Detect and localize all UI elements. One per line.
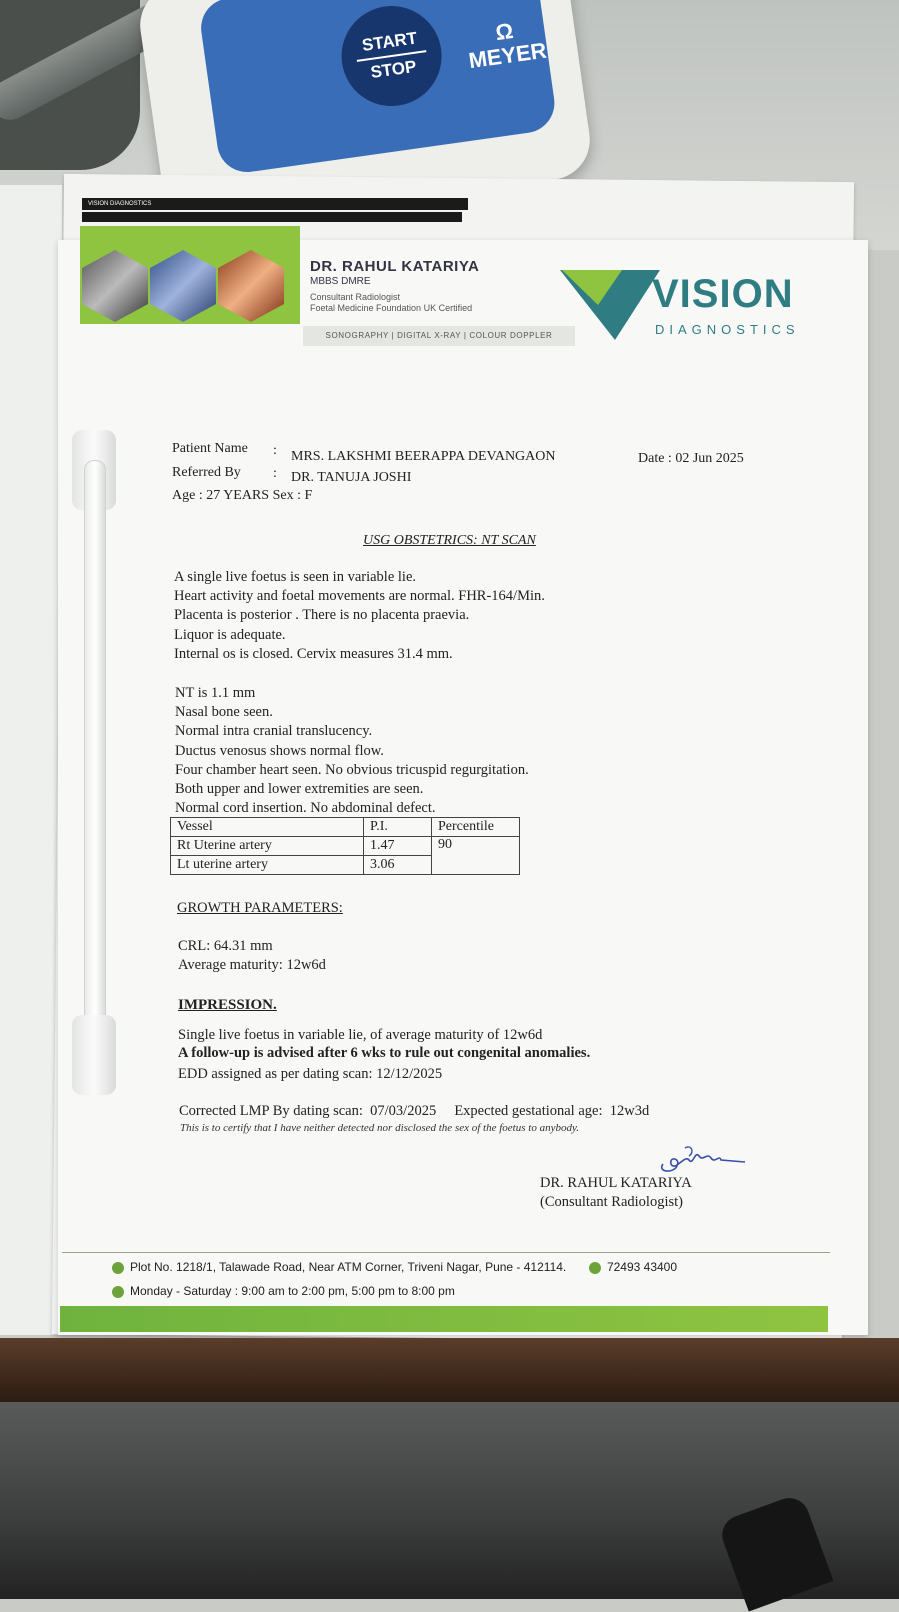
referred-by-value: DR. TANUJA JOSHI bbox=[291, 470, 412, 485]
device-brand: Ω MEYER bbox=[467, 18, 549, 74]
signatory bbox=[540, 1174, 692, 1212]
age-sex: Age : 27 YEARS Sex : F bbox=[172, 488, 313, 503]
table-cell: Rt Uterine artery bbox=[171, 837, 364, 856]
doctor-name: DR. RAHUL KATARIYA bbox=[310, 258, 480, 275]
table-row bbox=[171, 837, 520, 856]
table-header: Percentile bbox=[432, 818, 520, 837]
report-title: USG OBSTETRICS: NT SCAN bbox=[363, 533, 536, 548]
device-panel bbox=[197, 0, 558, 176]
crl-value: CRL: 64.31 mm bbox=[178, 938, 273, 954]
impression-line-1: Single live foetus in variable lie, of average maturity of 12w6d bbox=[178, 1027, 543, 1043]
impression-line-2: A follow-up is advised after 6 wks to rule out congenital anomalies. bbox=[178, 1045, 591, 1061]
signatory-name: DR. RAHUL KATARIYA bbox=[540, 1175, 692, 1191]
print-strip: VISION DIAGNOSTICS bbox=[82, 198, 468, 210]
table-header: Vessel bbox=[171, 818, 364, 837]
finding-line: Internal os is closed. Cervix measures 31.4 mm. bbox=[174, 645, 453, 662]
nt-line: Normal intra cranial translucency. bbox=[175, 723, 373, 740]
growth-title: GROWTH PARAMETERS: bbox=[177, 900, 343, 916]
doctor-degree: MBBS DMRE bbox=[310, 276, 371, 287]
doctor-title-line2: Foetal Medicine Foundation UK Certified bbox=[310, 303, 473, 313]
footer-hours: Monday - Saturday : 9:00 am to 2:00 pm, 5:00 pm to 8:00 pm bbox=[130, 1284, 455, 1298]
patient-name-label: Patient Name bbox=[172, 441, 248, 456]
table-cell: 1.47 bbox=[364, 837, 432, 856]
logo-title: VISION bbox=[652, 272, 794, 316]
signatory-title: (Consultant Radiologist) bbox=[540, 1194, 683, 1210]
patient-name-value: MRS. LAKSHMI BEERAPPA DEVANGAON bbox=[291, 449, 556, 464]
signature bbox=[655, 1142, 750, 1176]
footer-address-row bbox=[112, 1260, 677, 1274]
table-header: P.I. bbox=[364, 818, 432, 837]
nt-block bbox=[175, 684, 529, 818]
finding-line: Placenta is posterior . There is no placenta praevia. bbox=[174, 607, 470, 624]
file-rod bbox=[70, 430, 120, 1110]
nt-line: Nasal bone seen. bbox=[175, 704, 273, 721]
table-cell: 90 bbox=[432, 837, 520, 875]
corrected-lmp: Corrected LMP By dating scan: 07/03/2025 Expected gestational age: 12w3d bbox=[179, 1103, 650, 1119]
footer-address: Plot No. 1218/1, Talawade Road, Near ATM Corner, Triveni Nagar, Pune - 412114. bbox=[130, 1260, 567, 1274]
doctor-title-line1: Consultant Radiologist bbox=[310, 292, 401, 302]
footer-hours-row bbox=[112, 1284, 455, 1298]
footer-green-bar bbox=[60, 1306, 828, 1332]
rod-body bbox=[84, 460, 106, 1082]
wooden-table bbox=[0, 1338, 899, 1402]
table-cell: 3.06 bbox=[364, 856, 432, 875]
average-maturity: Average maturity: 12w6d bbox=[178, 957, 326, 973]
phone-icon bbox=[589, 1262, 601, 1274]
nt-line: Both upper and lower extremities are seen. bbox=[175, 781, 424, 798]
folder-edge bbox=[0, 185, 62, 1335]
nt-line: Four chamber heart seen. No obvious tricuspid regurgitation. bbox=[175, 761, 529, 778]
start-stop-button bbox=[335, 0, 448, 113]
report-date: Date : 02 Jun 2025 bbox=[638, 451, 744, 466]
findings-block bbox=[174, 568, 545, 664]
nt-line: NT is 1.1 mm bbox=[175, 685, 256, 701]
referred-by-sep: : bbox=[273, 466, 277, 481]
doppler-table bbox=[170, 817, 520, 875]
impression-title: IMPRESSION. bbox=[178, 997, 277, 1013]
referred-by-label: Referred By bbox=[172, 465, 241, 480]
certification-note: This is to certify that I have neither detected nor disclosed the sex of the foetus to anybody. bbox=[180, 1122, 579, 1134]
start-label: START bbox=[360, 28, 419, 55]
table-cell: Lt uterine artery bbox=[171, 856, 364, 875]
print-strip-lower bbox=[82, 212, 462, 222]
patient-name-sep: : bbox=[273, 443, 277, 458]
impression-line-3: EDD assigned as per dating scan: 12/12/2025 bbox=[178, 1066, 443, 1082]
services-bar: SONOGRAPHY | DIGITAL X-RAY | COLOUR DOPPLER bbox=[303, 326, 575, 346]
clock-icon bbox=[112, 1286, 124, 1298]
table-header-row bbox=[171, 818, 520, 837]
footer-phone: 72493 43400 bbox=[606, 1260, 678, 1274]
rod-bottom bbox=[72, 1015, 116, 1095]
finding-line: Liquor is adequate. bbox=[174, 626, 286, 643]
doctor-title bbox=[310, 292, 510, 314]
footer-divider bbox=[62, 1252, 830, 1253]
nt-line: Normal cord insertion. No abdominal defect. bbox=[175, 800, 436, 817]
finding-line: A single live foetus is seen in variable lie. bbox=[174, 569, 417, 585]
stop-label: STOP bbox=[369, 56, 418, 83]
nt-line: Ductus venosus shows normal flow. bbox=[175, 742, 384, 759]
finding-line: Heart activity and foetal movements are normal. FHR-164/Min. bbox=[174, 588, 545, 605]
logo-subtitle: DIAGNOSTICS bbox=[655, 322, 800, 337]
location-icon bbox=[112, 1262, 124, 1274]
